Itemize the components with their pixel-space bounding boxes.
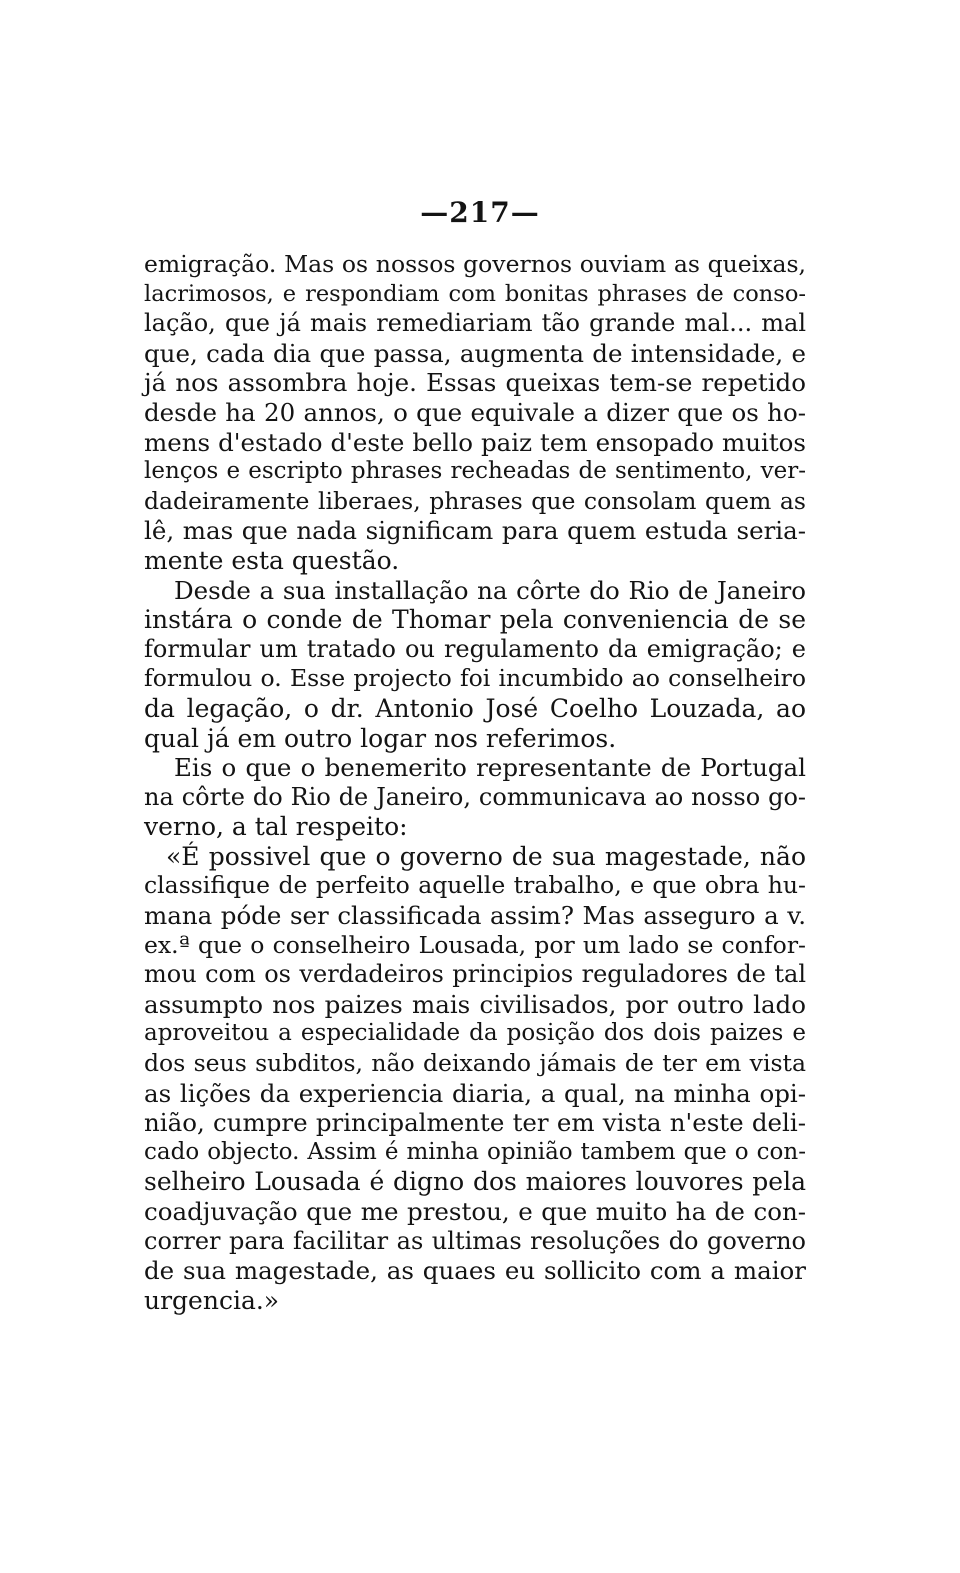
text-line: lacrimosos, e respondiam com bonitas phrases de conso- (144, 280, 806, 307)
text-line: cado objecto. Assim é minha opinião tambem que o con- (144, 1138, 806, 1165)
text-line: da legação, o dr. Antonio José Coelho Louzada, ao (144, 693, 806, 723)
paragraph-end-line: verno, a tal respeito: (144, 812, 408, 842)
text-line: de sua magestade, as quaes eu sollicito com a maior (144, 1256, 806, 1286)
text-line: coadjuvação que me prestou, e que muito ha de con- (144, 1197, 806, 1226)
text-line: formular um tratado ou regulamento da emigração; e (144, 634, 806, 663)
text-line: formulou o. Esse projecto foi incumbido ao conselheiro (144, 664, 806, 693)
text-line: na côrte do Rio de Janeiro, communicava ao nosso go- (144, 782, 806, 811)
paragraph-end-line: mente esta questão. (144, 545, 400, 575)
text-line: as lições da experiencia diaria, a qual, na minha opi- (144, 1078, 806, 1108)
text-line: ex.ª que o conselheiro Lousada, por um lado se confor- (144, 930, 806, 959)
paragraph-end-line: qual já em outro logar nos referimos. (144, 723, 617, 753)
text-line: assumpto nos paizes mais civilisados, por outro lado (144, 989, 806, 1019)
text-line: correr para facilitar as ultimas resoluções do governo (144, 1226, 806, 1255)
page-number: —217— (420, 196, 540, 229)
text-line: instára o conde de Thomar pela conveniencia de se (144, 605, 806, 635)
text-line: dadeiramente liberaes, phrases que consolam quem as (144, 486, 806, 515)
text-line: selheiro Lousada é digno dos maiores louvores pela (144, 1167, 806, 1197)
text-line: desde ha 20 annos, o que equivale a dizer que os ho- (144, 397, 806, 427)
text-line: emigração. Mas os nossos governos ouviam as queixas, (144, 250, 806, 278)
quote-start-line: «É possivel que o governo de sua magestade, não (166, 841, 806, 871)
text-line: classifique de perfeito aquelle trabalho, e que obra hu- (144, 871, 806, 900)
quote-end-line: urgencia.» (144, 1285, 280, 1315)
body-text (144, 250, 806, 1315)
text-line: mou com os verdadeiros principios reguladores de tal (144, 960, 806, 989)
text-line: mens d'estado d'este bello paiz tem ensopado muitos (144, 427, 806, 457)
text-line: aproveitou a especialidade da posição dos dois paizes e (144, 1020, 806, 1047)
text-line: lê, mas que nada significam para quem estuda seria- (144, 516, 806, 546)
text-line: lação, que já mais remediariam tão grande mal... mal (144, 309, 806, 338)
text-line: dos seus subditos, não deixando jámais de ter em vista (144, 1049, 806, 1078)
paragraph-start-line: Eis o que o benemerito representante de Portugal (174, 753, 806, 783)
text-line: lenços e escripto phrases recheadas de sentimento, ver- (144, 458, 806, 485)
text-line: que, cada dia que passa, augmenta de intensidade, e (144, 338, 806, 368)
text-line: já nos assombra hoje. Essas queixas tem-se repetido (144, 368, 806, 398)
text-line: mana póde ser classificada assim? Mas asseguro a v. (144, 901, 806, 931)
text-line: nião, cumpre principalmente ter em vista n'este deli- (144, 1108, 806, 1138)
paragraph-start-line: Desde a sua installação na côrte do Rio de Janeiro (174, 575, 806, 605)
